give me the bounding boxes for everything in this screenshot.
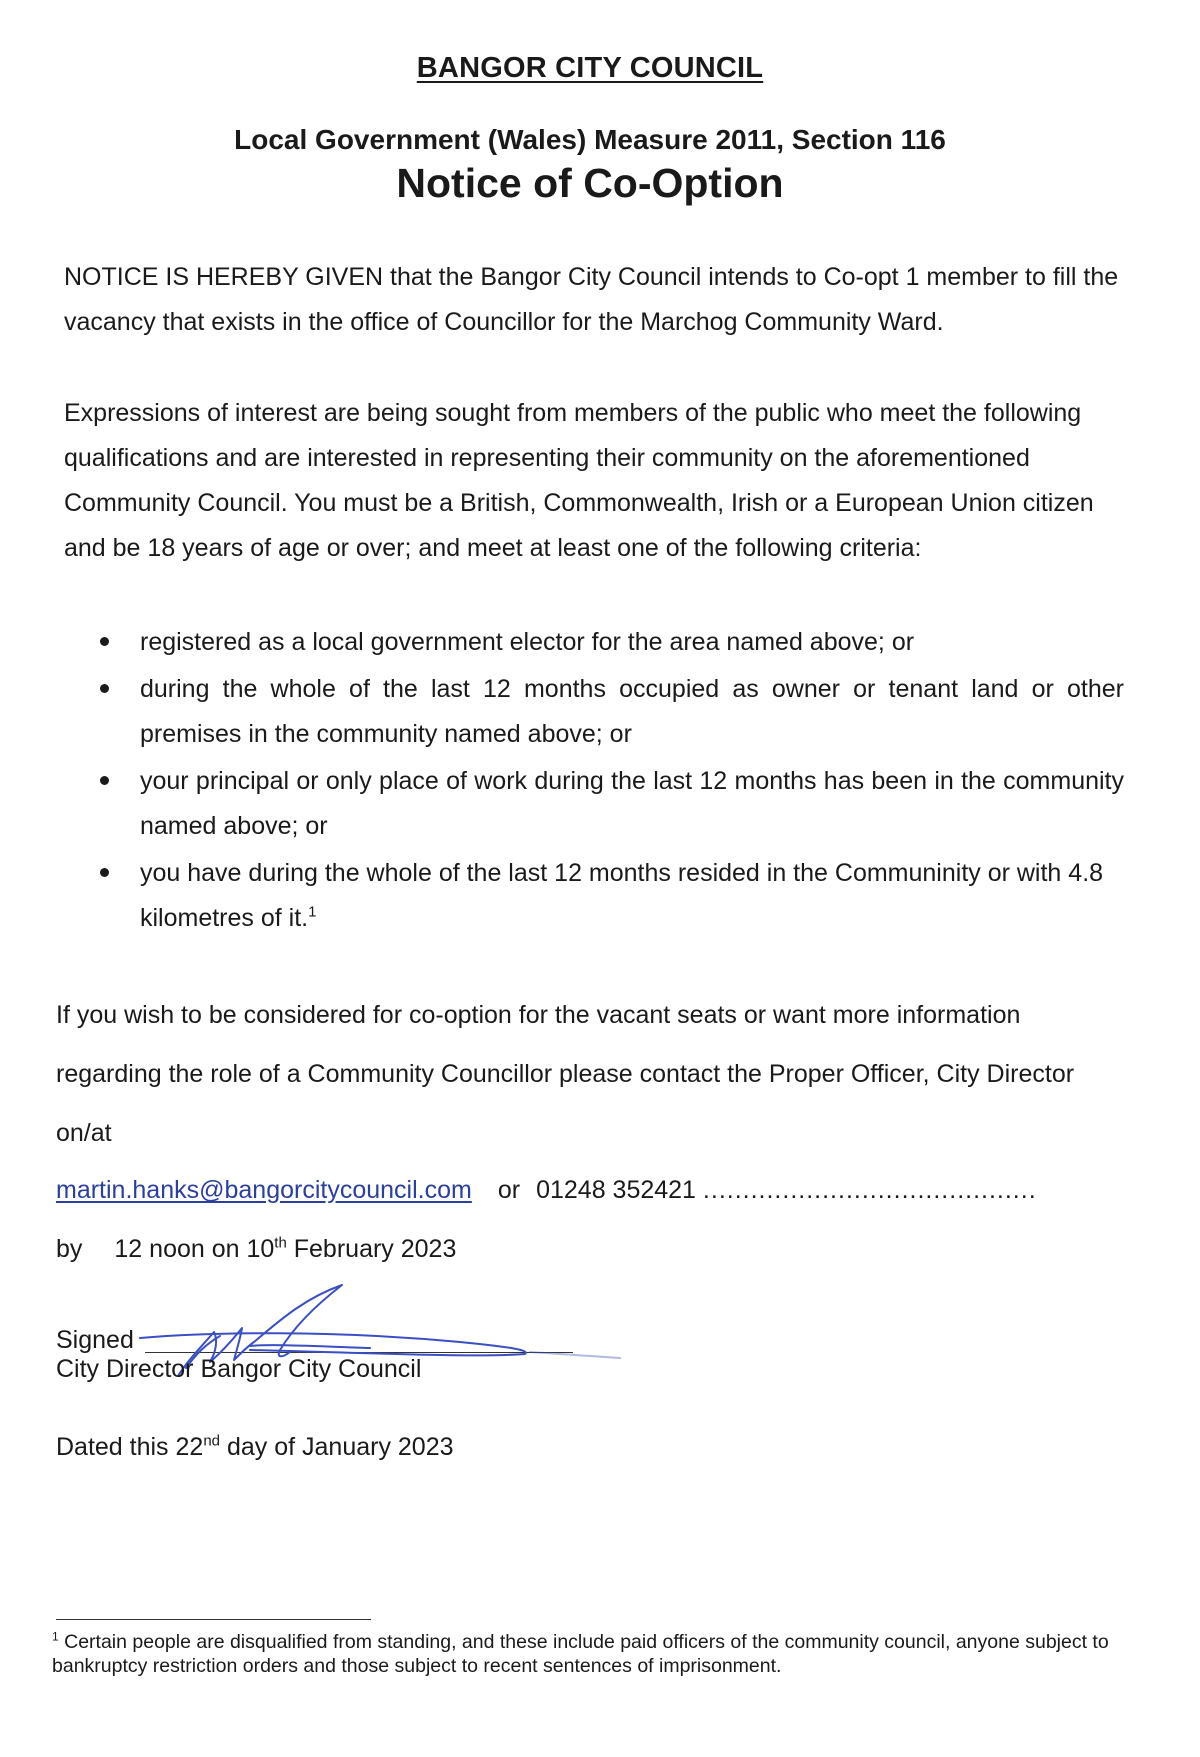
footnote-text: Certain people are disqualified from standing, and these include paid officers of the community council, anyone subject to bankruptcy restriction orders and those subject to recent sentences of imprisonment. [52, 1631, 1109, 1677]
bullet-icon [100, 776, 109, 785]
by-label: by [56, 1235, 83, 1263]
footnote [52, 1630, 1142, 1678]
signatory-title: City Director Bangor City Council [56, 1355, 422, 1383]
or-label: or [497, 1176, 521, 1204]
contact-line [56, 1176, 1136, 1205]
day-suffix: nd [203, 1432, 221, 1450]
dated-rest: day of January 2023 [220, 1433, 454, 1461]
criteria-item [64, 667, 1124, 757]
council-name: BANGOR CITY COUNCIL [416, 52, 764, 84]
footnote-divider [56, 1619, 371, 1620]
contact-paragraph: If you wish to be considered for co-option for the vacant seats or want more information regarding the role of a Community Councillor please contact the Proper Officer, City Director on/at [56, 1001, 1075, 1147]
email-link[interactable]: martin.hanks@bangorcitycouncil.com [56, 1176, 472, 1204]
footnote-reference[interactable]: 1 [308, 903, 317, 921]
criteria-text: your principal or only place of work during the last 12 months has been in the community named above; or [140, 767, 1124, 840]
dotted-leader: .......................................... [702, 1176, 1037, 1204]
criteria-item [64, 851, 1124, 941]
day-suffix: th [274, 1234, 287, 1252]
signed-label: Signed [56, 1326, 134, 1354]
qualifications-paragraph: Expressions of interest are being sought from members of the public who meet the following qualifications and are interested in representing their community on the aforementioned Community Council. You must be a British, Commonwealth, Irish or a European Union citizen and be 18 years of age or over; and meet at least one of the following criteria: [64, 399, 1094, 562]
deadline-time: 12 noon on 10 [114, 1235, 275, 1263]
notice-paragraph: NOTICE IS HEREBY GIVEN that the Bangor City Council intends to Co-opt 1 member to fill the vacancy that exists in the office of Councillor for the Marchog Community Ward. [64, 263, 1119, 336]
bullet-icon [100, 684, 109, 693]
bullet-icon [100, 868, 109, 877]
dated-line [56, 1433, 454, 1462]
footnote-marker: 1 [52, 1629, 59, 1644]
notice-title: Notice of Co-Option [396, 160, 784, 206]
legislation-heading: Local Government (Wales) Measure 2011, Section 116 [234, 124, 946, 155]
criteria-text: registered as a local government elector for the area named above; or [140, 628, 915, 656]
criteria-text: during the whole of the last 12 months occupied as owner or tenant land or other premises in the community named above; or [140, 675, 1124, 748]
deadline-line [56, 1235, 456, 1264]
deadline-date: February 2023 [286, 1235, 457, 1263]
criteria-text: you have during the whole of the last 12 months resided in the Communinity or with 4.8 kilometres of it. [140, 859, 1104, 932]
criteria-item [64, 620, 1124, 665]
phone-number: 01248 352421 [536, 1176, 696, 1204]
criteria-list [64, 620, 1124, 943]
dated-prefix: Dated this 22 [56, 1433, 204, 1461]
bullet-icon [100, 637, 109, 646]
criteria-item [64, 759, 1124, 849]
handwritten-signature [130, 1280, 650, 1410]
